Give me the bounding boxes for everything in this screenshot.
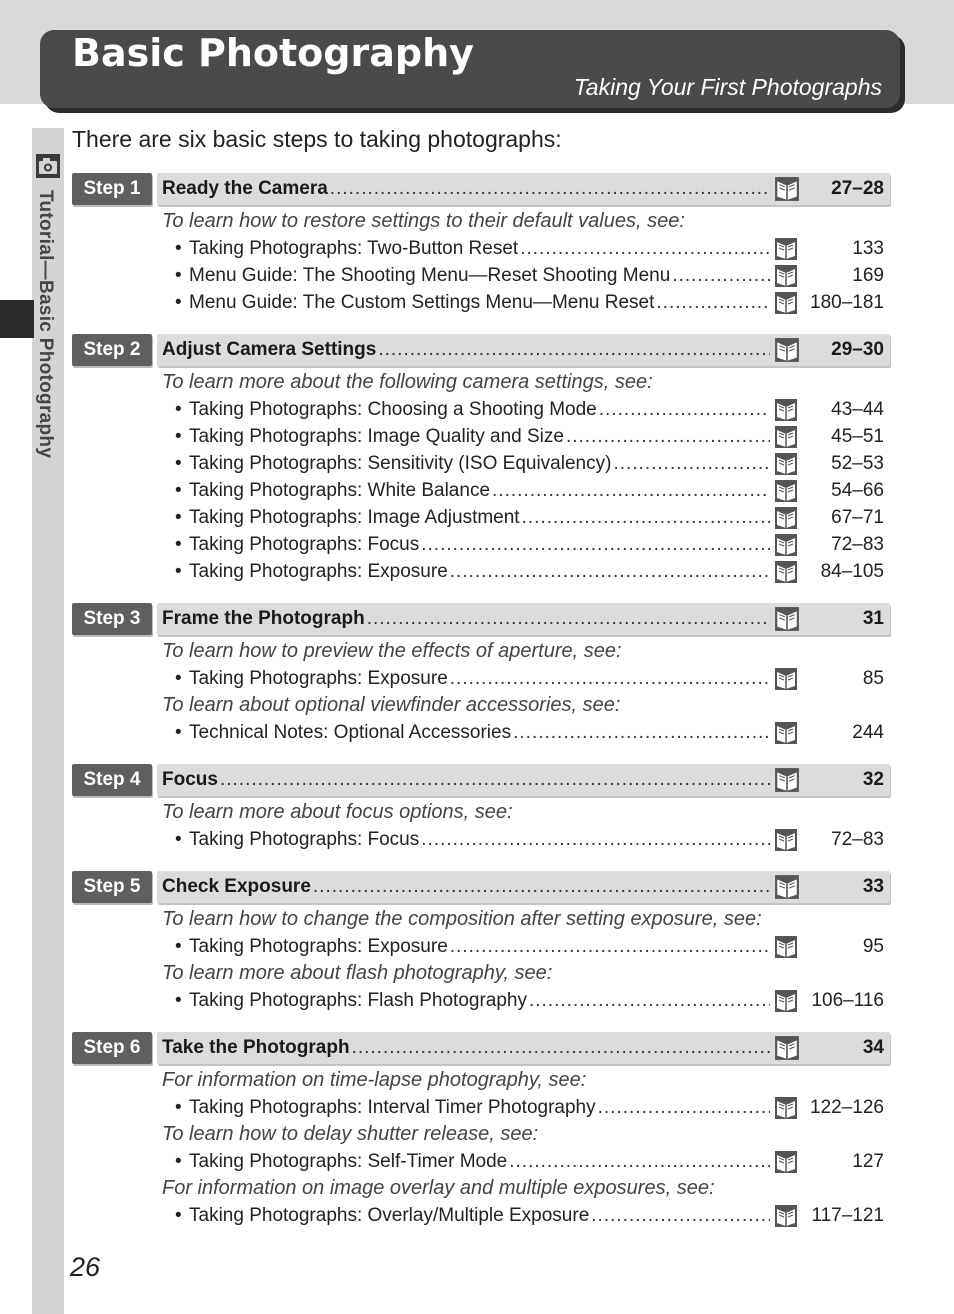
reference-pages: 95 [862, 936, 884, 957]
reference-pages: 106–116 [811, 990, 884, 1011]
reference-label: Menu Guide: The Shooting Menu—Reset Shooting Menu [189, 265, 671, 286]
camera-icon [35, 153, 61, 179]
leader-dots [350, 1037, 770, 1059]
book-reference-icon [774, 452, 798, 476]
step-heading [157, 334, 890, 366]
leader-dots [527, 990, 770, 1012]
leader-dots [596, 1097, 770, 1119]
reference-pages: 84–105 [820, 561, 884, 582]
reference-pages: 72–83 [831, 534, 884, 555]
reference-label: Taking Photographs: Sensitivity (ISO Equivalency) [189, 453, 612, 474]
leader-dots [311, 876, 770, 898]
leader-dots [670, 265, 770, 287]
reference-note: To learn how to change the composition after setting exposure, see: [162, 908, 762, 930]
bullet: • [175, 561, 182, 582]
book-reference-icon [774, 667, 798, 691]
book-reference-icon [774, 989, 798, 1013]
reference-item[interactable] [175, 827, 886, 853]
reference-label: Menu Guide: The Custom Settings Menu—Menu Reset [189, 292, 655, 313]
step-pages: 33 [862, 876, 884, 897]
step-heading [157, 173, 890, 205]
book-reference-icon [774, 874, 800, 900]
leader-dots [490, 480, 770, 502]
reference-note: To learn how to restore settings to their default values, see: [162, 210, 685, 232]
step-heading [157, 871, 890, 903]
book-reference-icon [774, 337, 800, 363]
reference-note: To learn more about the following camera settings, see: [162, 371, 653, 393]
step-pages: 27–28 [831, 178, 884, 199]
reference-item[interactable] [175, 988, 886, 1014]
book-reference-icon [774, 398, 798, 422]
reference-item[interactable] [175, 720, 886, 746]
step-badge: Step 3 [72, 603, 152, 635]
reference-item[interactable] [175, 424, 886, 450]
reference-label: Taking Photographs: Focus [189, 829, 420, 850]
bullet: • [175, 292, 182, 313]
leader-dots [419, 534, 770, 556]
leader-dots [376, 339, 770, 361]
sidebar-label: Tutorial—Basic Photography [35, 190, 56, 459]
reference-note: To learn about optional viewfinder accessories, see: [162, 694, 621, 716]
bullet: • [175, 990, 182, 1011]
book-reference-icon [774, 1150, 798, 1174]
bullet: • [175, 238, 182, 259]
book-reference-icon [774, 237, 798, 261]
reference-pages: 45–51 [831, 426, 884, 447]
leader-dots [218, 769, 770, 791]
book-reference-icon [774, 1096, 798, 1120]
bullet: • [175, 936, 182, 957]
bullet: • [175, 480, 182, 501]
reference-item[interactable] [175, 290, 886, 316]
reference-item[interactable] [175, 1149, 886, 1175]
page-number: 26 [70, 1252, 101, 1282]
page-title: Basic Photography [72, 31, 474, 75]
reference-item[interactable] [175, 666, 886, 692]
reference-item[interactable] [175, 559, 886, 585]
reference-pages: 85 [862, 668, 884, 689]
step-pages: 31 [862, 608, 884, 629]
book-reference-icon [774, 176, 800, 202]
bullet: • [175, 722, 182, 743]
book-reference-icon [774, 606, 800, 632]
step-heading [157, 764, 890, 796]
leader-dots [511, 722, 770, 744]
leader-dots [564, 426, 770, 448]
reference-note: To learn how to delay shutter release, see: [162, 1123, 539, 1145]
book-reference-icon [774, 425, 798, 449]
bullet: • [175, 1205, 182, 1226]
step-pages: 32 [862, 769, 884, 790]
reference-item[interactable] [175, 263, 886, 289]
book-reference-icon [774, 828, 798, 852]
bullet: • [175, 668, 182, 689]
leader-dots [419, 829, 770, 851]
step-pages: 29–30 [831, 339, 884, 360]
reference-label: Taking Photographs: Image Adjustment [189, 507, 520, 528]
reference-pages: 133 [852, 238, 884, 259]
reference-pages: 72–83 [831, 829, 884, 850]
leader-dots [654, 292, 770, 314]
book-reference-icon [774, 506, 798, 530]
section-marker [0, 300, 34, 338]
reference-note: To learn more about flash photography, see: [162, 962, 553, 984]
reference-pages: 52–53 [831, 453, 884, 474]
reference-item[interactable] [175, 532, 886, 558]
reference-item[interactable] [175, 1203, 886, 1229]
bullet: • [175, 507, 182, 528]
step-title: Check Exposure [162, 876, 311, 897]
reference-item[interactable] [175, 478, 886, 504]
reference-pages: 244 [852, 722, 884, 743]
reference-pages: 54–66 [831, 480, 884, 501]
reference-pages: 127 [852, 1151, 884, 1172]
book-reference-icon [774, 560, 798, 584]
bullet: • [175, 1097, 182, 1118]
reference-label: Taking Photographs: Image Quality and Size [189, 426, 564, 447]
bullet: • [175, 1151, 182, 1172]
reference-pages: 180–181 [810, 292, 884, 313]
reference-label: Taking Photographs: Interval Timer Photography [189, 1097, 596, 1118]
step-badge: Step 2 [72, 334, 152, 366]
reference-pages: 122–126 [810, 1097, 884, 1118]
reference-item[interactable] [175, 397, 886, 423]
step-title: Frame the Photograph [162, 608, 365, 629]
reference-item[interactable] [175, 934, 886, 960]
leader-dots [328, 178, 770, 200]
bullet: • [175, 453, 182, 474]
leader-dots [365, 608, 770, 630]
reference-item[interactable] [175, 451, 886, 477]
title-banner [40, 30, 900, 108]
leader-dots [611, 453, 770, 475]
step-badge: Step 1 [72, 173, 152, 205]
book-reference-icon [774, 721, 798, 745]
step-badge: Step 6 [72, 1032, 152, 1064]
reference-label: Taking Photographs: Focus [189, 534, 420, 555]
bullet: • [175, 265, 182, 286]
page-subtitle: Taking Your First Photographs [573, 74, 882, 100]
leader-dots [448, 936, 770, 958]
book-reference-icon [774, 1204, 798, 1228]
step-title: Focus [162, 769, 218, 790]
reference-pages: 43–44 [831, 399, 884, 420]
book-reference-icon [774, 291, 798, 315]
bullet: • [175, 426, 182, 447]
bullet: • [175, 534, 182, 555]
reference-item[interactable] [175, 1095, 886, 1121]
reference-pages: 67–71 [831, 507, 884, 528]
step-pages: 34 [862, 1037, 884, 1058]
book-reference-icon [774, 767, 800, 793]
step-title: Take the Photograph [162, 1037, 350, 1058]
reference-item[interactable] [175, 236, 886, 262]
reference-label: Taking Photographs: Choosing a Shooting Mode [189, 399, 597, 420]
step-heading [157, 603, 890, 635]
reference-label: Taking Photographs: Overlay/Multiple Exposure [189, 1205, 590, 1226]
leader-dots [448, 561, 770, 583]
step-badge: Step 4 [72, 764, 152, 796]
reference-note: For information on time-lapse photography, see: [162, 1069, 587, 1091]
reference-pages: 117–121 [811, 1205, 884, 1226]
intro-text: There are six basic steps to taking photographs: [72, 126, 562, 152]
reference-label: Taking Photographs: Self-Timer Mode [189, 1151, 508, 1172]
leader-dots [597, 399, 770, 421]
step-heading [157, 1032, 890, 1064]
step-title: Ready the Camera [162, 178, 328, 199]
reference-pages: 169 [852, 265, 884, 286]
step-title: Adjust Camera Settings [162, 339, 377, 360]
bullet: • [175, 829, 182, 850]
reference-label: Taking Photographs: White Balance [189, 480, 491, 501]
leader-dots [518, 238, 770, 260]
reference-note: To learn more about focus options, see: [162, 801, 513, 823]
bullet: • [175, 399, 182, 420]
leader-dots [520, 507, 770, 529]
leader-dots [507, 1151, 770, 1173]
book-reference-icon [774, 264, 798, 288]
reference-label: Taking Photographs: Flash Photography [189, 990, 527, 1011]
reference-label: Taking Photographs: Exposure [189, 561, 448, 582]
reference-label: Technical Notes: Optional Accessories [189, 722, 512, 743]
reference-note: To learn how to preview the effects of aperture, see: [162, 640, 622, 662]
book-reference-icon [774, 479, 798, 503]
book-reference-icon [774, 533, 798, 557]
step-badge: Step 5 [72, 871, 152, 903]
leader-dots [589, 1205, 770, 1227]
reference-note: For information on image overlay and multiple exposures, see: [162, 1177, 715, 1199]
leader-dots [448, 668, 770, 690]
reference-label: Taking Photographs: Two-Button Reset [189, 238, 519, 259]
book-reference-icon [774, 935, 798, 959]
reference-item[interactable] [175, 505, 886, 531]
book-reference-icon [774, 1035, 800, 1061]
reference-label: Taking Photographs: Exposure [189, 936, 448, 957]
reference-label: Taking Photographs: Exposure [189, 668, 448, 689]
